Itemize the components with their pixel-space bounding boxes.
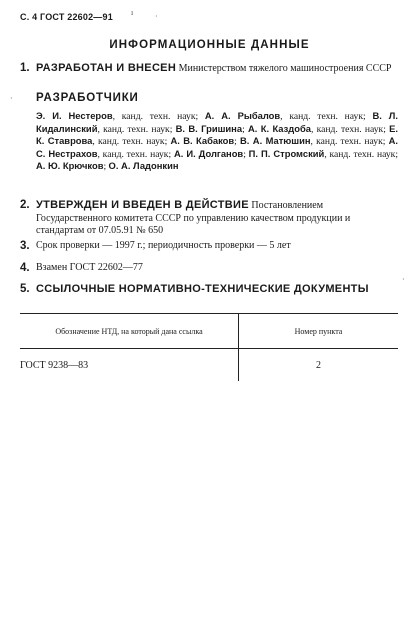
table-header-row [20,314,398,349]
developer-name: А. А. Рыбалов [204,110,281,121]
cell-document: ГОСТ 9238—83 [20,349,239,382]
section-5 [20,283,398,297]
developer-degree: канд. техн. наук [121,111,196,122]
scan-mark: ı [131,8,134,17]
references-table [20,313,398,381]
section-2 [20,199,398,238]
developer-degree: канд. техн. наук [102,148,169,160]
developer-name: А. С. Нестрахов [36,135,399,159]
table-row [20,349,398,382]
section-1 [20,62,398,76]
column-header-document: Обозначение НТД, на который дана ссылка [20,314,239,349]
section-number: 1. [20,62,30,74]
scan-mark: · [155,12,158,21]
developers-list: Э. И. Нестеров, канд. техн. наук; А. А. Рыбалов, канд. техн. наук; В. Л. Кидалинский, канд. техн. наук; В. В. Гришина; А. К. Каздоба, канд. техн. наук; Е. К. Ставрова, канд. техн. наук; А. В. Кабаков; В. А. Матюшин, канд. техн. наук; А. С. Нестрахов, канд. техн. наук; А. И. Долганов; П. П. Стромский, канд. техн. наук; А. Ю. Крючков; О. А. Ладонкин [36,110,399,173]
section-text: Постановлением Государственного комитета СССР по управлению качеством продукции и стандартам от 07.05.91 № 650 [36,200,351,236]
section-number: 3. [20,240,30,252]
developer-name: А. К. Каздоба [247,122,311,134]
developer-name: Э. И. Нестеров [36,110,113,121]
developer-name: Е. К. Ставрова [36,122,398,147]
developer-name: В. В. Гришина [175,122,243,134]
developer-degree: канд. техн. наук [329,148,396,160]
developer-name: А. Ю. Крючков [36,160,104,172]
section-number: 2. [20,199,30,211]
developer-degree: канд. техн. наук [316,123,384,135]
section-text: Министерством тяжелого машиностроения СССР [178,63,392,74]
section-number: 5. [20,283,30,295]
developer-name: В. А. Матюшин [240,135,311,147]
section-lead: ССЫЛОЧНЫЕ НОРМАТИВНО-ТЕХНИЧЕСКИЕ ДОКУМЕНТЫ [36,283,369,295]
section-lead: РАЗРАБОТАН И ВНЕСЕН [36,62,177,74]
page-header: С. 4 ГОСТ 22602—91 [20,12,113,22]
section-lead: УТВЕРЖДЕН И ВВЕДЕН В ДЕЙСТВИЕ [36,199,249,211]
developer-name: В. Л. Кидалинский [36,110,398,134]
developer-degree: канд. техн. наук [289,111,364,122]
developers-heading: РАЗРАБОТЧИКИ [36,92,139,104]
table-body [20,349,398,382]
scan-mark: · [402,275,405,284]
developer-degree: канд. техн. наук [97,136,165,148]
section-number: 4. [20,262,30,274]
developer-name: П. П. Стромский [248,147,325,159]
section-4 [20,262,398,275]
cell-clause: 2 [316,359,321,371]
section-text: Срок проверки — 1997 г.; периодичность проверки — 5 лет [36,240,291,251]
column-header-clause: Номер пункта [239,314,399,349]
developer-degree: канд. техн. наук [103,123,170,135]
scan-mark: · [10,94,13,103]
page-title: ИНФОРМАЦИОННЫЕ ДАННЫЕ [109,39,310,51]
section-3 [20,240,398,253]
developer-name: А. И. Долганов [173,147,244,159]
developer-name: О. А. Ладонкин [108,160,179,172]
section-text: Взамен ГОСТ 22602—77 [36,262,143,273]
developer-degree: канд. техн. наук [316,136,383,148]
developer-name: А. В. Кабаков [170,135,235,147]
